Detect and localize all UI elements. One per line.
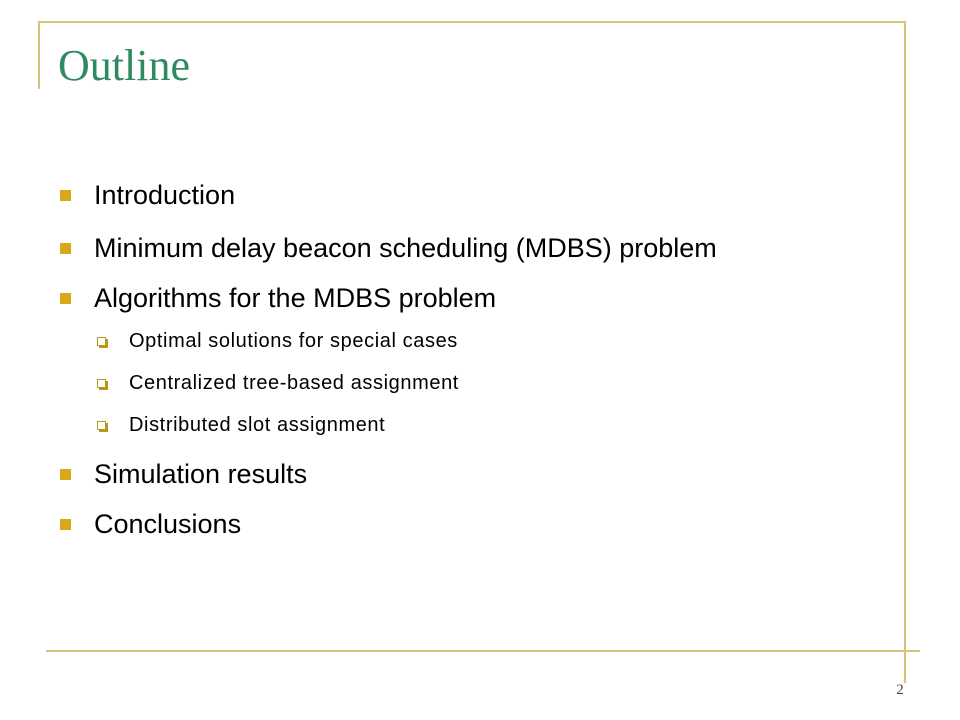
box-bullet-icon [97, 379, 106, 388]
frame-bottom-line [46, 650, 920, 652]
list-item-text: Minimum delay beacon scheduling (MDBS) problem [94, 233, 717, 263]
square-bullet-icon [60, 519, 71, 530]
list-item-text: Introduction [94, 180, 236, 210]
frame-right-line [904, 21, 906, 683]
frame-left-line [38, 21, 40, 89]
list-item-text: Algorithms for the MDBS problem [94, 283, 497, 313]
box-bullet-icon [97, 337, 106, 346]
frame-top-line [38, 21, 906, 23]
square-bullet-icon [60, 293, 71, 304]
list-item-text: Centralized tree-based assignment [129, 372, 459, 394]
list-item-text: Simulation results [94, 459, 308, 489]
slide-title: Outline [58, 41, 190, 90]
list-item-text: Distributed slot assignment [129, 414, 386, 436]
list-item-text: Optimal solutions for special cases [129, 330, 458, 352]
square-bullet-icon [60, 243, 71, 254]
square-bullet-icon [60, 469, 71, 480]
page-number: 2 [896, 682, 904, 698]
list-item-text: Conclusions [94, 509, 242, 539]
box-bullet-icon [97, 421, 106, 430]
square-bullet-icon [60, 190, 71, 201]
